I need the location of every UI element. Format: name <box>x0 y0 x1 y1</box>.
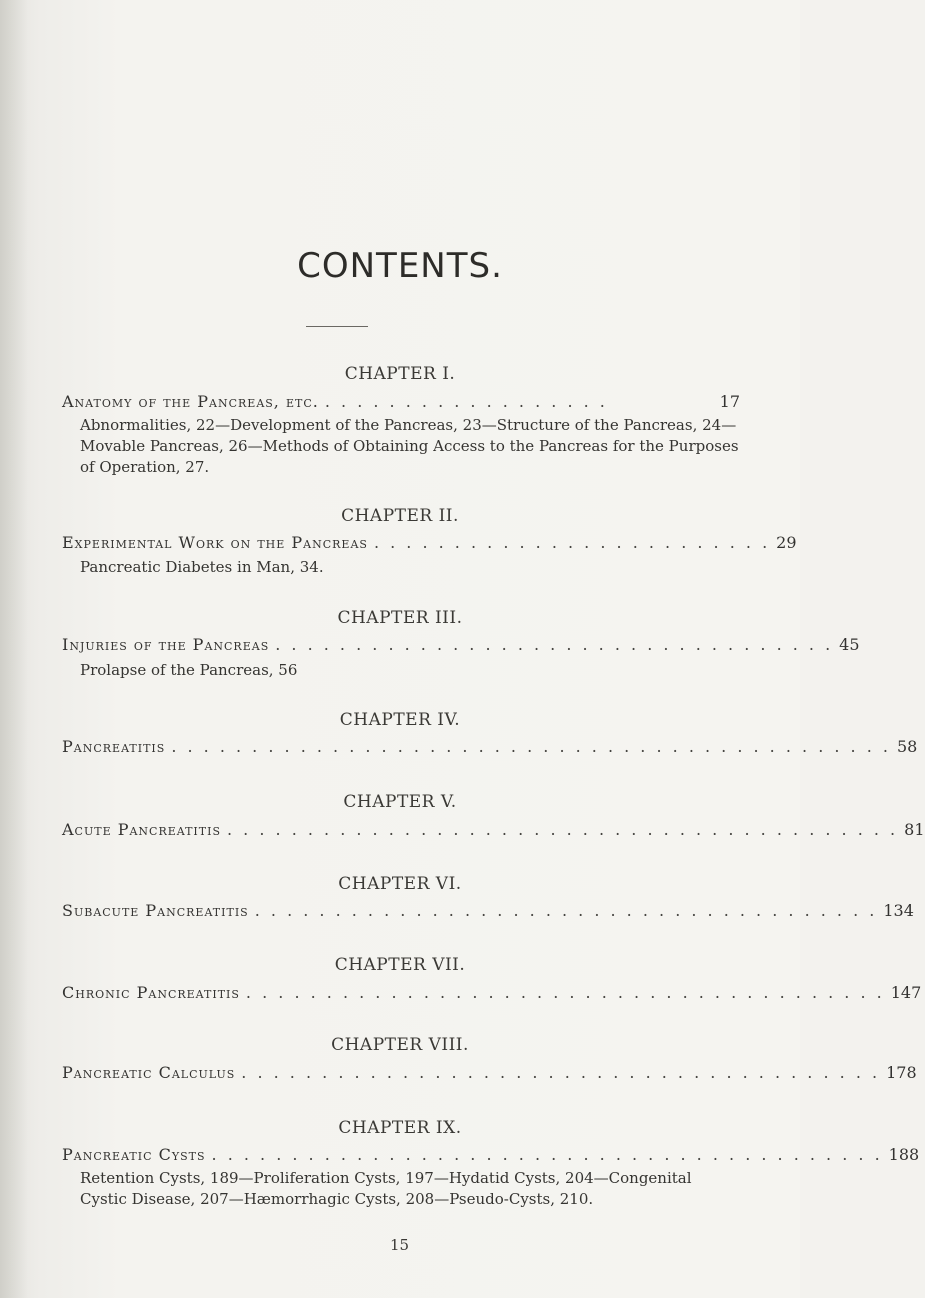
entry-description: Abnormalities, 22—Development of the Pancreas, 23—Structure of the Pancreas, 24—Movable Pancreas, 26—Methods of Obtaining Access to the Pancreas for the Purposes of Operation, 27. <box>80 416 739 476</box>
dot-leader: . . . . . . . . . . . . . . . . . . . . . . . . . . . . . . . . . . . . . . . . . . <box>211 1145 883 1164</box>
page-number: 147 <box>890 983 922 1002</box>
entry-description: Pancreatic Diabetes in Man, 34. <box>80 558 324 576</box>
entry-title: Injuries of the Pancreas <box>62 635 270 654</box>
dot-leader: . . . . . . . . . . . . . . . . . . . . . . . . . . . . . . . . . . . . . . . . <box>245 983 885 1002</box>
chapter-label: CHAPTER III. <box>337 608 463 628</box>
chapter-label: CHAPTER II. <box>341 506 459 526</box>
page-number: 45 <box>839 635 860 654</box>
dot-leader: . . . . . . . . . . . . . . . . . . . . . . . . . . . . . . . . . . . . . . . . <box>241 1063 881 1082</box>
entry-title: Pancreatic Calculus <box>62 1063 236 1082</box>
toc-entry <box>62 1063 917 1087</box>
chapter-label: CHAPTER VII. <box>334 955 466 975</box>
entry-title: Subacute Pancreatitis <box>62 901 249 920</box>
entry-description: Retention Cysts, 189—Proliferation Cysts, 197—Hydatid Cysts, 204—Congenital Cystic Disease, 207—Hæmorrhagic Cysts, 208—Pseudo-Cysts, 210. <box>80 1169 692 1208</box>
entry-title: Pancreatic Cysts <box>62 1145 206 1164</box>
folio-number: 15 <box>390 1236 410 1254</box>
chapter-label: CHAPTER V. <box>343 792 457 812</box>
dot-leader: . . . . . . . . . . . . . . . . . . . . . . . . . <box>373 533 771 552</box>
gutter-shadow <box>0 0 28 1298</box>
entry-title: Pancreatitis <box>62 737 166 756</box>
entry-title: Experimental Work on the Pancreas <box>62 533 368 552</box>
toc-entry <box>62 737 918 761</box>
toc-entry <box>62 1145 920 1169</box>
page-number: 134 <box>883 901 914 920</box>
entry-title: Acute Pancreatitis <box>62 820 221 839</box>
page-number: 188 <box>888 1145 920 1164</box>
chapter-label: CHAPTER IX. <box>338 1118 462 1138</box>
page-title: CONTENTS. <box>297 246 503 286</box>
chapter-label: CHAPTER VIII. <box>331 1035 469 1055</box>
toc-entry <box>62 820 925 844</box>
dot-leader: . . . . . . . . . . . . . . . . . . . . . . . . . . . . . . . . . . . <box>275 635 834 654</box>
toc-entry <box>62 635 860 659</box>
entry-description: Prolapse of the Pancreas, 56 <box>80 661 298 679</box>
toc-entry <box>62 392 740 416</box>
toc-entry <box>62 983 922 1007</box>
page-number: 58 <box>896 737 918 756</box>
page-number: 29 <box>776 533 797 552</box>
entry-title: Chronic Pancreatitis <box>62 983 240 1002</box>
page-number: 178 <box>886 1063 917 1082</box>
dot-leader: . . . . . . . . . . . . . . . . . . . . . . . . . . . . . . . . . . . . . . . . . . . . . <box>171 737 891 756</box>
page-number: 17 <box>719 392 740 411</box>
chapter-label: CHAPTER VI. <box>338 874 462 894</box>
toc-entry <box>62 533 797 557</box>
dot-leader: . . . . . . . . . . . . . . . . . . . . . . . . . . . . . . . . . . . . . . . <box>254 901 878 920</box>
dot-leader: . . . . . . . . . . . . . . . . . . <box>324 392 608 411</box>
page-number: 81 <box>904 820 925 839</box>
chapter-label: CHAPTER I. <box>344 364 456 384</box>
entry-title: Anatomy of the Pancreas, etc. <box>62 392 319 411</box>
dot-leader: . . . . . . . . . . . . . . . . . . . . . . . . . . . . . . . . . . . . . . . . . . <box>227 820 899 839</box>
toc-entry <box>62 901 914 925</box>
title-rule <box>306 326 368 327</box>
chapter-label: CHAPTER IV. <box>339 710 461 730</box>
